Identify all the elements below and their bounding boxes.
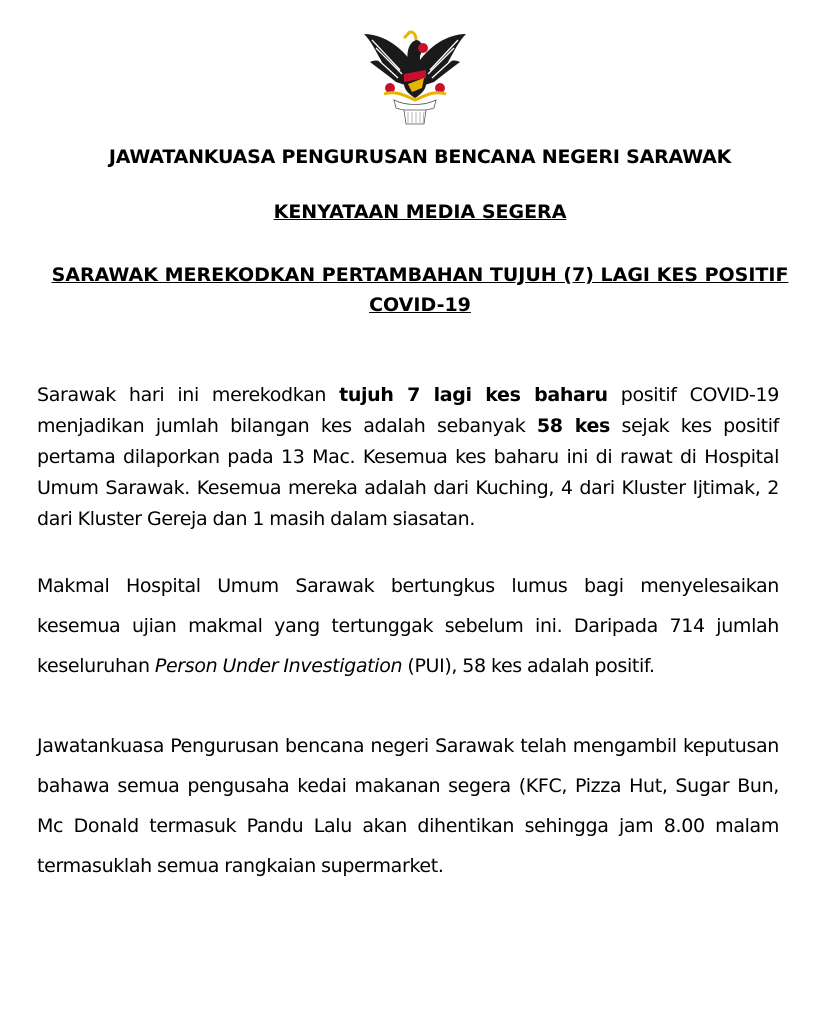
text-segment: (PUI), 58 kes adalah positif. xyxy=(402,655,655,677)
paragraph-lab-testing xyxy=(37,566,779,686)
text-segment: Makmal Hospital Umum Sarawak bertungkus lumus bagi menyelesaikan kesemua ujian makmal yang tertunggak sebelum ini. Daripada 714 jumlah keseluruhan xyxy=(37,575,779,677)
bold-new-cases: tujuh 7 lagi kes baharu xyxy=(339,384,608,406)
bold-total-cases: 58 kes xyxy=(536,415,610,437)
italic-pui-term: Person Under Investigation xyxy=(154,655,403,677)
text-segment: sejak kes positif pertama dilaporkan pada 13 Mac. Kesemua kes baharu ini di rawat di Hospital Umum Sarawak. Kesemua mereka adalah dari Kuching, 4 dari Kluster Ijtimak, 2 dari Kluster Gereja dan 1 masih dalam siasatan. xyxy=(37,415,780,530)
text-segment: Sarawak hari ini merekodkan xyxy=(37,384,340,406)
sarawak-coat-of-arms-icon xyxy=(362,26,468,126)
organization-heading: JAWATANKUASA PENGURUSAN BENCANA NEGERI SARAWAK xyxy=(108,146,732,168)
paragraph-restaurant-hours xyxy=(37,726,779,886)
press-release-headline: SARAWAK MEREKODKAN PERTAMBAHAN TUJUH (7) LAGI KES POSITIF COVID-19 xyxy=(51,264,789,316)
document-type-heading: KENYATAAN MEDIA SEGERA xyxy=(273,201,567,223)
text-segment: Jawatankuasa Pengurusan bencana negeri Sarawak telah mengambil keputusan bahawa semua pengusaha kedai makanan segera (KFC, Pizza Hut, Sugar Bun, Mc Donald termasuk Pandu Lalu akan dihentikan sehingga jam 8.00 malam termasuklah semua rangkaian supermarket. xyxy=(37,735,779,877)
paragraph-new-cases xyxy=(37,380,779,535)
text-segment: positif COVID-19 menjadikan jumlah bilangan kes adalah sebanyak xyxy=(37,384,779,437)
